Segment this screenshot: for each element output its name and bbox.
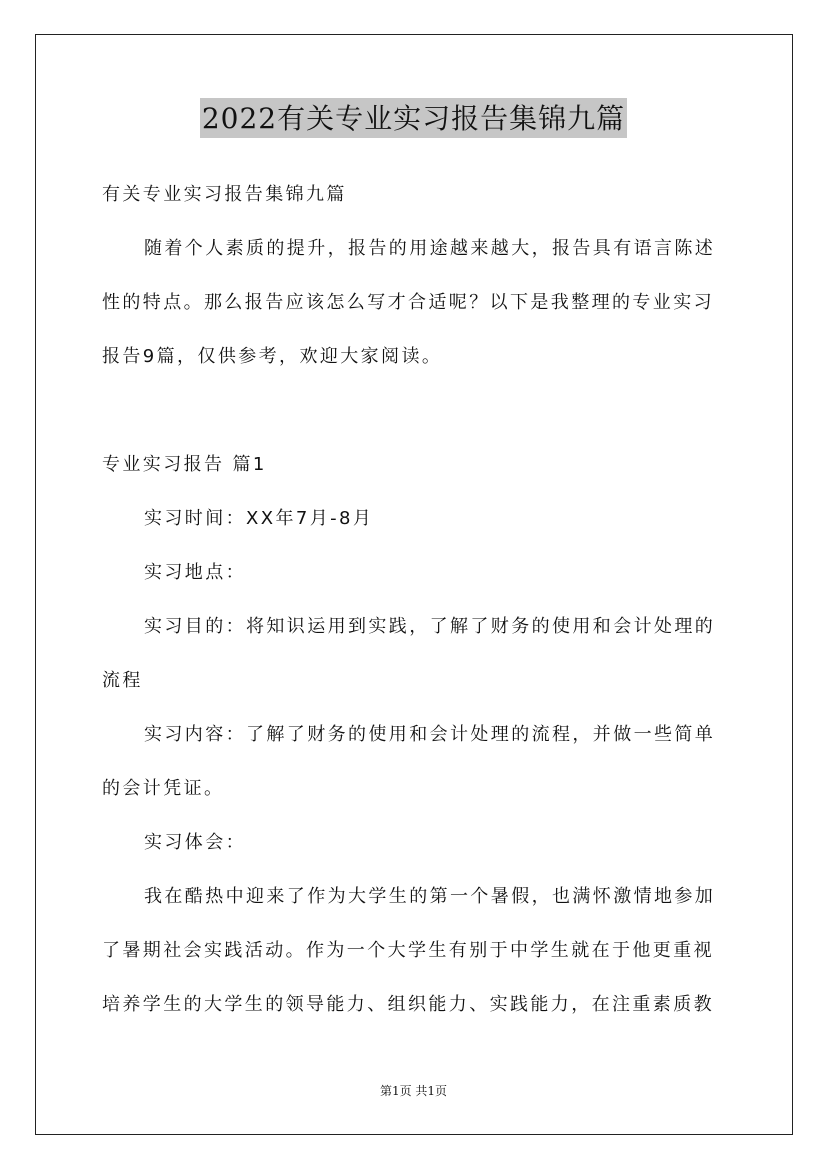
internship-place: 实习地点： [144,562,246,583]
experience-label: 实习体会： [144,832,246,853]
intro-line: 性的特点。那么报告应该怎么写才合适呢？以下是我整理的专业实习 [102,292,714,313]
document-title: 2022有关专业实习报告集锦九篇 [200,98,627,138]
intro-line: 报告9篇，仅供参考，欢迎大家阅读。 [102,346,443,367]
body-line: 我在酷热中迎来了作为大学生的第一个暑假，也满怀激情地参加 [144,886,716,907]
subtitle: 有关专业实习报告集锦九篇 [102,184,347,205]
body-line: 了暑期社会实践活动。作为一个大学生有别于中学生就在于他更重视 [102,940,714,961]
purpose-line: 流程 [102,670,143,691]
intro-line: 随着个人素质的提升，报告的用途越来越大，报告具有语言陈述 [144,238,716,259]
internship-time: 实习时间：XX年7月-8月 [144,508,374,529]
content-line: 实习内容：了解了财务的使用和会计处理的流程，并做一些简单 [144,724,716,745]
title-container [0,98,827,138]
body-line: 培养学生的大学生的领导能力、组织能力、实践能力，在注重素质教 [102,994,714,1015]
section-heading: 专业实习报告 篇1 [102,454,267,475]
purpose-line: 实习目的：将知识运用到实践，了解了财务的使用和会计处理的 [144,616,716,637]
content-line: 的会计凭证。 [102,778,225,799]
page-footer: 第1页 共1页 [379,1084,448,1098]
